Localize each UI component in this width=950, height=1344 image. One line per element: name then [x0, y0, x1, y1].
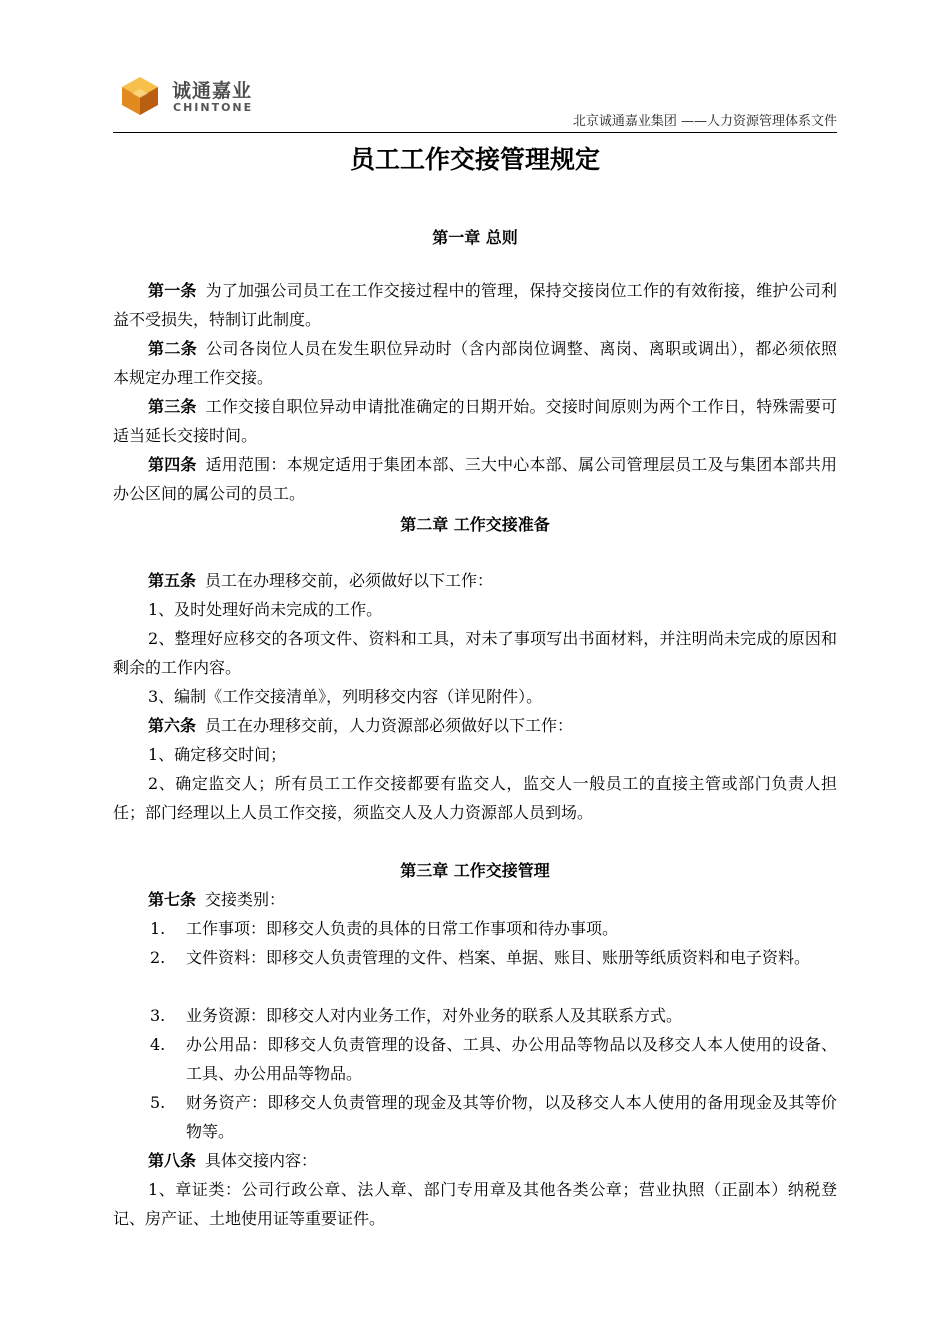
- item-number: 3.: [150, 1006, 166, 1025]
- numbered-list-item: [150, 914, 837, 943]
- item-number: 5.: [150, 1093, 166, 1112]
- item-number: 4.: [150, 1035, 166, 1054]
- article-7-label: 第七条: [148, 890, 197, 909]
- list-item: 2、确定监交人；所有员工工作交接都要有监交人，监交人一般员工的直接主管或部门负责人担任；部门经理以上人员工作交接，须监交人及人力资源部人员到场。: [113, 774, 837, 822]
- article-8: [113, 1146, 837, 1175]
- header-subtitle: 北京诚通嘉业集团 ——人力资源管理体系文件: [113, 110, 837, 133]
- article-5-text: 员工在办理移交前，必须做好以下工作：: [205, 571, 494, 590]
- item-number: 1.: [150, 919, 166, 938]
- numbered-list-item: [150, 943, 837, 972]
- chapter-2-heading: 第二章 工作交接准备: [400, 515, 550, 534]
- item-text: 办公用品：即移交人负责管理的设备、工具、办公用品等物品以及移交人本人使用的设备、工具、办公用品等物品。: [186, 1035, 837, 1083]
- numbered-list-item: [150, 1030, 837, 1088]
- article-1-text: 为了加强公司员工在工作交接过程中的管理，保持交接岗位工作的有效衔接，维护公司利益不受损失，特制订此制度。: [113, 281, 837, 329]
- article-7-text: 交接类别：: [205, 890, 286, 909]
- article-6-label: 第六条: [148, 716, 197, 735]
- list-item: 1、章证类：公司行政公章、法人章、部门专用章及其他各类公章；营业执照（正副本）纳税登记、房产证、土地使用证等重要证件。: [113, 1180, 837, 1228]
- item-text: 文件资料：即移交人负责管理的文件、档案、单据、账目、账册等纸质资料和电子资料。: [186, 948, 811, 967]
- article-3: [113, 392, 837, 450]
- article-3-label: 第三条: [148, 397, 197, 416]
- list-item: 3、编制《工作交接清单》，列明移交内容（详见附件）。: [148, 687, 543, 706]
- chapter-1-heading: 第一章 总则: [432, 228, 518, 247]
- numbered-list-item: [150, 1001, 837, 1030]
- article-8-label: 第八条: [148, 1151, 197, 1170]
- article-7: [113, 885, 837, 914]
- article-6-text: 员工在办理移交前，人力资源部必须做好以下工作：: [205, 716, 574, 735]
- list-item: 1、确定移交时间；: [148, 745, 287, 764]
- chapter-3-heading: 第三章 工作交接管理: [400, 861, 550, 880]
- article-8-text: 具体交接内容：: [205, 1151, 318, 1170]
- document-title: 员工工作交接管理规定: [349, 145, 600, 174]
- article-2-text: 公司各岗位人员在发生职位异动时（含内部岗位调整、离岗、离职或调出），都必须依照本规定办理工作交接。: [113, 339, 837, 387]
- article-5: [113, 566, 837, 595]
- item-text: 业务资源：即移交人对内业务工作，对外业务的联系人及其联系方式。: [186, 1006, 683, 1025]
- article-4: [113, 450, 837, 508]
- logo-english-name: CHINTONE: [173, 101, 254, 114]
- article-2-label: 第二条: [148, 339, 198, 358]
- article-2: [113, 334, 837, 392]
- article-4-label: 第四条: [148, 455, 197, 474]
- article-5-label: 第五条: [148, 571, 197, 590]
- logo-chinese-name: 诚通嘉业: [172, 80, 253, 102]
- item-number: 2.: [150, 948, 166, 967]
- list-item: 1、及时处理好尚未完成的工作。: [148, 600, 383, 619]
- numbered-list-item: [150, 1088, 837, 1146]
- article-6: [113, 711, 837, 740]
- article-1: [113, 276, 837, 334]
- article-3-text: 工作交接自职位异动申请批准确定的日期开始。交接时间原则为两个工作日，特殊需要可适当延长交接时间。: [113, 397, 837, 445]
- list-item: 2、整理好应移交的各项文件、资料和工具，对未了事项写出书面材料，并注明尚未完成的原因和剩余的工作内容。: [113, 629, 837, 677]
- article-4-text: 适用范围：本规定适用于集团本部、三大中心本部、属公司管理层员工及与集团本部共用办公区间的属公司的员工。: [113, 455, 837, 503]
- item-text: 财务资产：即移交人负责管理的现金及其等价物，以及移交人本人使用的备用现金及其等价物等。: [186, 1093, 837, 1141]
- article-1-label: 第一条: [148, 281, 197, 300]
- item-text: 工作事项：即移交人负责的具体的日常工作事项和待办事项。: [186, 919, 619, 938]
